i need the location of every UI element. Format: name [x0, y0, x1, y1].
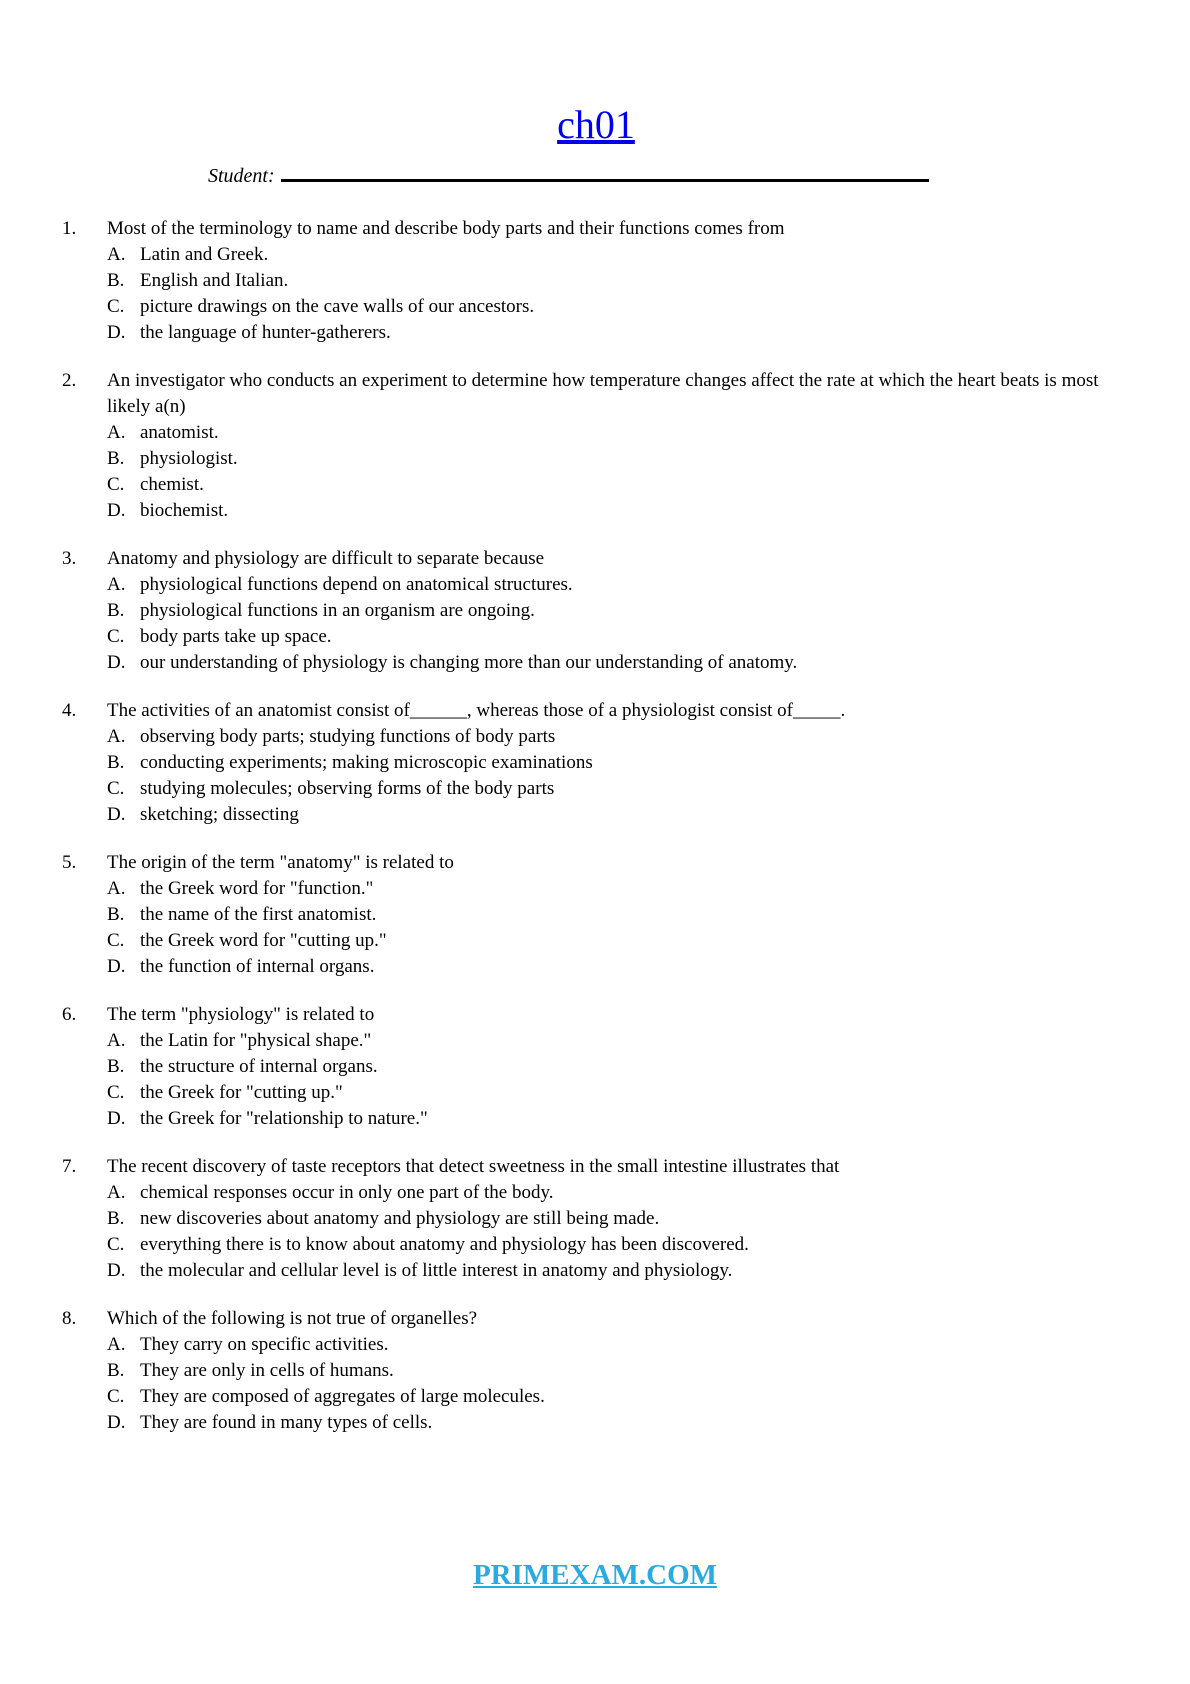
option-text: the structure of internal organs.	[140, 1056, 378, 1077]
option-letter: C.	[107, 626, 125, 647]
option-text: They are only in cells of humans.	[140, 1360, 394, 1381]
question-stem: The term "physiology" is related to	[107, 1004, 375, 1025]
question-number: 2.	[62, 370, 77, 391]
option-text: anatomist.	[140, 422, 219, 443]
option-letter: B.	[107, 904, 125, 925]
option-c	[107, 1232, 1130, 1258]
option-a	[107, 420, 1130, 446]
option-c	[107, 624, 1130, 650]
option-letter: B.	[107, 1360, 125, 1381]
option-text: biochemist.	[140, 500, 229, 521]
option-a	[107, 876, 1130, 902]
question-number: 6.	[62, 1004, 77, 1025]
option-letter: C.	[107, 474, 125, 495]
page-title	[62, 0, 1130, 148]
option-letter: A.	[107, 1182, 126, 1203]
option-a	[107, 1180, 1130, 1206]
question-stem: The origin of the term "anatomy" is related to	[107, 852, 454, 873]
option-text: Latin and Greek.	[140, 244, 269, 265]
question-8	[62, 1306, 1130, 1436]
option-c	[107, 1080, 1130, 1106]
option-text: observing body parts; studying functions of body parts	[140, 726, 556, 747]
option-b	[107, 446, 1130, 472]
option-text: They carry on specific activities.	[140, 1334, 389, 1355]
chapter-title-link[interactable]: ch01	[557, 102, 635, 147]
option-text: the Greek for "relationship to nature."	[140, 1108, 428, 1129]
option-text: conducting experiments; making microscopic examinations	[140, 752, 593, 773]
option-b	[107, 1206, 1130, 1232]
option-b	[107, 268, 1130, 294]
question-stem: The activities of an anatomist consist of______, whereas those of a physiologist consist of_____.	[107, 700, 846, 721]
option-c	[107, 776, 1130, 802]
option-text: picture drawings on the cave walls of our ancestors.	[140, 296, 535, 317]
option-text: the function of internal organs.	[140, 956, 375, 977]
option-letter: B.	[107, 448, 125, 469]
option-text: physiological functions depend on anatomical structures.	[140, 574, 573, 595]
option-letter: A.	[107, 574, 126, 595]
option-b	[107, 1358, 1130, 1384]
option-text: They are found in many types of cells.	[140, 1412, 433, 1433]
option-letter: B.	[107, 600, 125, 621]
question-number: 8.	[62, 1308, 77, 1329]
option-c	[107, 472, 1130, 498]
option-letter: C.	[107, 1082, 125, 1103]
option-letter: D.	[107, 1108, 126, 1129]
option-letter: C.	[107, 778, 125, 799]
option-d	[107, 650, 1130, 676]
option-c	[107, 928, 1130, 954]
option-a	[107, 1028, 1130, 1054]
question-number: 5.	[62, 852, 77, 873]
question-stem: The recent discovery of taste receptors that detect sweetness in the small intestine illustrates that	[107, 1156, 840, 1177]
option-a	[107, 724, 1130, 750]
option-d	[107, 498, 1130, 524]
option-letter: B.	[107, 270, 125, 291]
question-7	[62, 1154, 1130, 1284]
option-d	[107, 1258, 1130, 1284]
option-c	[107, 294, 1130, 320]
question-stem: Anatomy and physiology are difficult to separate because	[107, 548, 545, 569]
option-text: everything there is to know about anatomy and physiology has been discovered.	[140, 1234, 749, 1255]
option-letter: C.	[107, 930, 125, 951]
student-label: Student:	[208, 165, 275, 187]
option-letter: A.	[107, 244, 126, 265]
option-text: chemist.	[140, 474, 204, 495]
option-c	[107, 1384, 1130, 1410]
primexam-footer-link[interactable]: PRIMEXAM.COM	[472, 1559, 718, 1591]
question-number: 3.	[62, 548, 77, 569]
option-text: the Latin for "physical shape."	[140, 1030, 372, 1051]
option-letter: D.	[107, 500, 126, 521]
option-text: the language of hunter-gatherers.	[140, 322, 391, 343]
option-d	[107, 802, 1130, 828]
option-text: the name of the first anatomist.	[140, 904, 377, 925]
question-number: 7.	[62, 1156, 77, 1177]
question-5	[62, 850, 1130, 980]
option-text: sketching; dissecting	[140, 804, 299, 825]
student-row	[208, 164, 1130, 188]
option-text: our understanding of physiology is changing more than our understanding of anatomy.	[140, 652, 798, 673]
option-a	[107, 1332, 1130, 1358]
option-letter: A.	[107, 1334, 126, 1355]
option-letter: D.	[107, 1260, 126, 1281]
question-1	[62, 216, 1130, 346]
question-2	[62, 368, 1130, 524]
option-a	[107, 572, 1130, 598]
option-text: They are composed of aggregates of large molecules.	[140, 1386, 545, 1407]
option-text: chemical responses occur in only one part of the body.	[140, 1182, 554, 1203]
question-stem: Most of the terminology to name and describe body parts and their functions comes from	[107, 218, 785, 239]
option-d	[107, 954, 1130, 980]
page-footer	[0, 1559, 1190, 1592]
option-d	[107, 1410, 1130, 1436]
option-letter: D.	[107, 1412, 126, 1433]
option-text: the Greek word for "cutting up."	[140, 930, 387, 951]
option-letter: D.	[107, 322, 126, 343]
option-letter: D.	[107, 804, 126, 825]
option-letter: A.	[107, 422, 126, 443]
option-letter: B.	[107, 1208, 125, 1229]
option-text: body parts take up space.	[140, 626, 332, 647]
option-letter: A.	[107, 726, 126, 747]
question-3	[62, 546, 1130, 676]
student-name-blank-line	[281, 165, 929, 182]
option-d	[107, 1106, 1130, 1132]
question-number: 1.	[62, 218, 77, 239]
question-4	[62, 698, 1130, 828]
option-a	[107, 242, 1130, 268]
option-b	[107, 902, 1130, 928]
option-letter: A.	[107, 1030, 126, 1051]
option-text: the Greek word for "function."	[140, 878, 374, 899]
option-text: physiological functions in an organism are ongoing.	[140, 600, 535, 621]
option-letter: A.	[107, 878, 126, 899]
option-text: the Greek for "cutting up."	[140, 1082, 343, 1103]
option-letter: B.	[107, 1056, 125, 1077]
option-letter: B.	[107, 752, 125, 773]
option-b	[107, 750, 1130, 776]
option-b	[107, 598, 1130, 624]
option-text: new discoveries about anatomy and physiology are still being made.	[140, 1208, 660, 1229]
option-text: physiologist.	[140, 448, 238, 469]
option-b	[107, 1054, 1130, 1080]
option-letter: C.	[107, 1386, 125, 1407]
question-6	[62, 1002, 1130, 1132]
option-letter: D.	[107, 652, 126, 673]
option-letter: D.	[107, 956, 126, 977]
option-d	[107, 320, 1130, 346]
option-text: studying molecules; observing forms of the body parts	[140, 778, 555, 799]
option-text: English and Italian.	[140, 270, 289, 291]
question-list	[62, 216, 1130, 1436]
question-number: 4.	[62, 700, 77, 721]
option-letter: C.	[107, 296, 125, 317]
question-stem: An investigator who conducts an experiment to determine how temperature changes affect the rate at which the heart beats is most likely a(n)	[107, 370, 1099, 417]
question-stem: Which of the following is not true of organelles?	[107, 1308, 478, 1329]
option-text: the molecular and cellular level is of little interest in anatomy and physiology.	[140, 1260, 733, 1281]
option-letter: C.	[107, 1234, 125, 1255]
